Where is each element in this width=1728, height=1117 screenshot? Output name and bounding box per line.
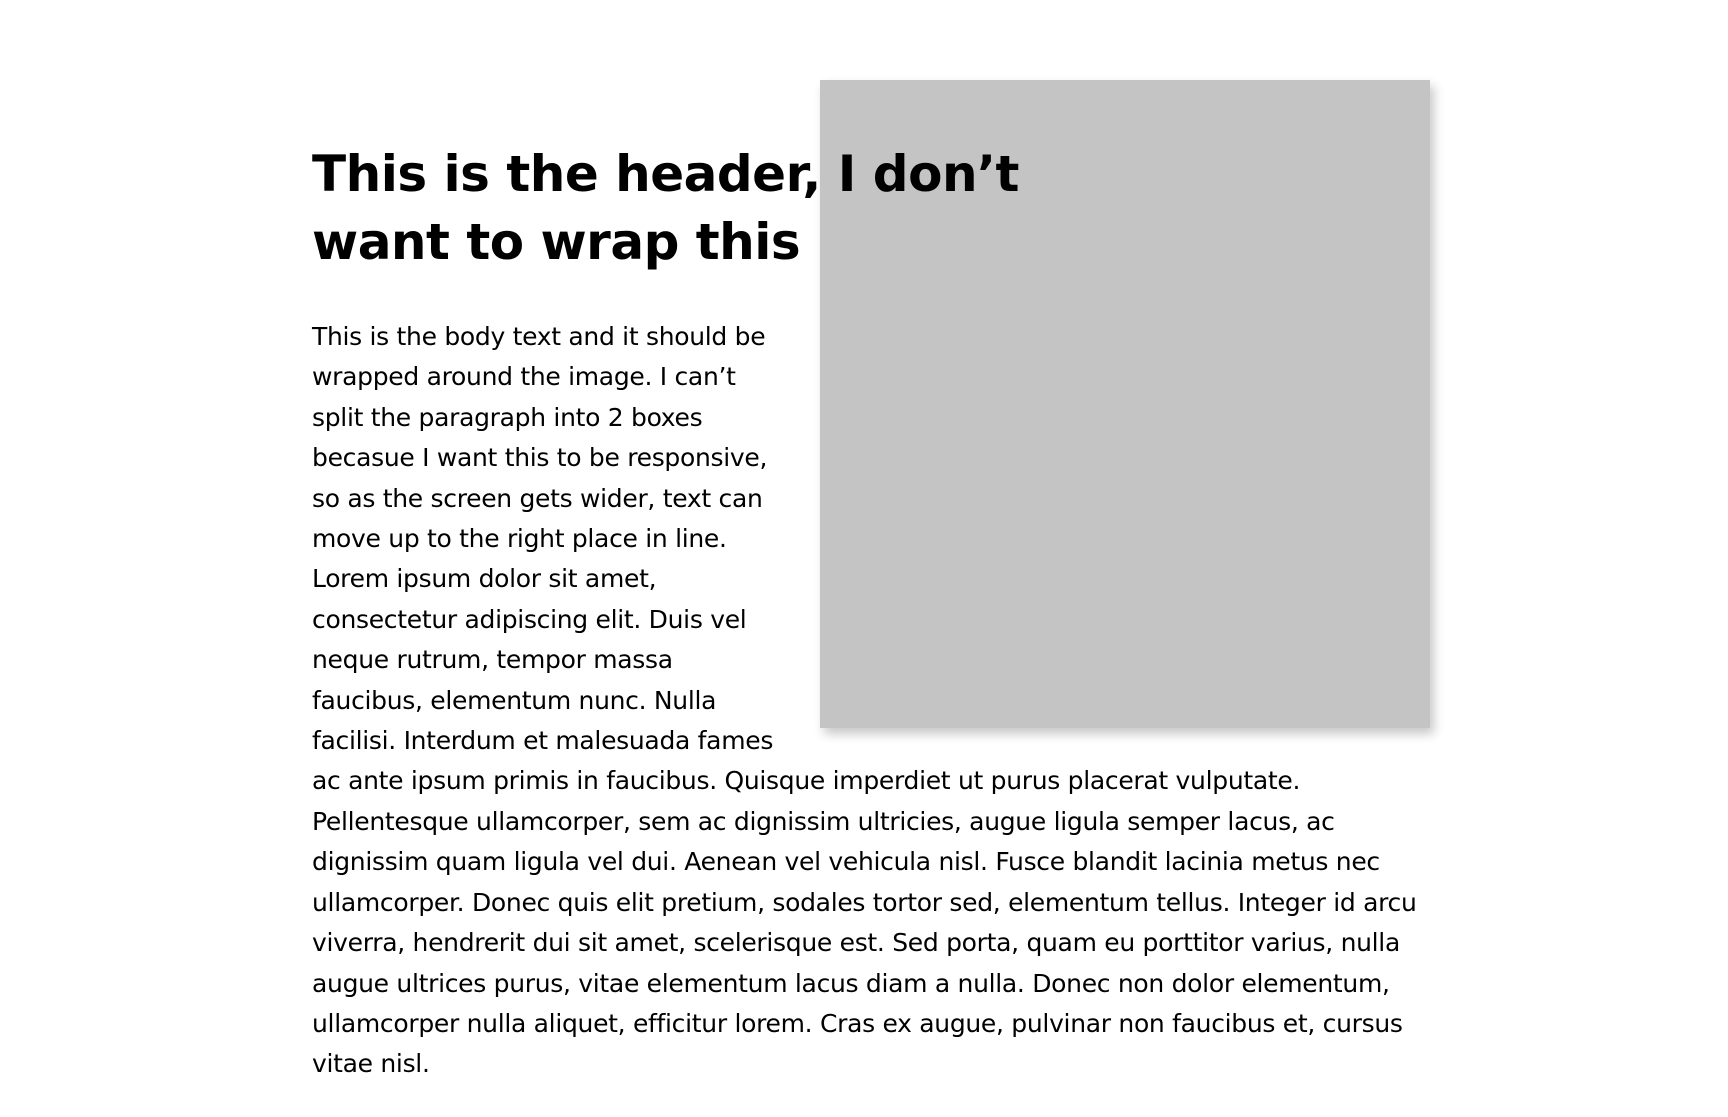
- content-area: [312, 140, 1430, 1085]
- page-header: [312, 140, 1032, 276]
- header-line-1: This is the header, I don’t: [312, 145, 1019, 203]
- body-intro-text: This is the body text and it should be wrapped around the image. I can’t split the paragraph into 2 boxes becasue I want this to be responsive, so as the screen gets wider, text can move up to the right place in line.: [312, 322, 768, 554]
- header-line-2: want to wrap this: [312, 213, 801, 271]
- body-lorem-text: Lorem ipsum dolor sit amet, consectetur adipiscing elit. Duis vel neque rutrum, tempor massa faucibus, elementum nunc. Nulla facilisi. Interdum et malesuada fames ac ante ipsum primis in faucibus. Quisque imperdiet ut purus placerat vulputate. Pellentesque ullamcorper, sem ac dignissim ultricies, augue ligula semper lacus, ac dignissim quam ligula vel dui. Aenean vel vehicula nisl. Fusce blandit lacinia metus nec ullamcorper. Donec quis elit pretium, sodales tortor sed, elementum tellus. Integer id arcu viverra, hendrerit dui sit amet, scelerisque est. Sed porta, quam eu porttitor varius, nulla augue ultrices purus, vitae elementum lacus diam a nulla. Donec non dolor elementum, ullamcorper nulla aliquet, efficitur lorem. Cras ex augue, pulvinar non faucibus et, cursus vitae nisl.: [312, 564, 1417, 1079]
